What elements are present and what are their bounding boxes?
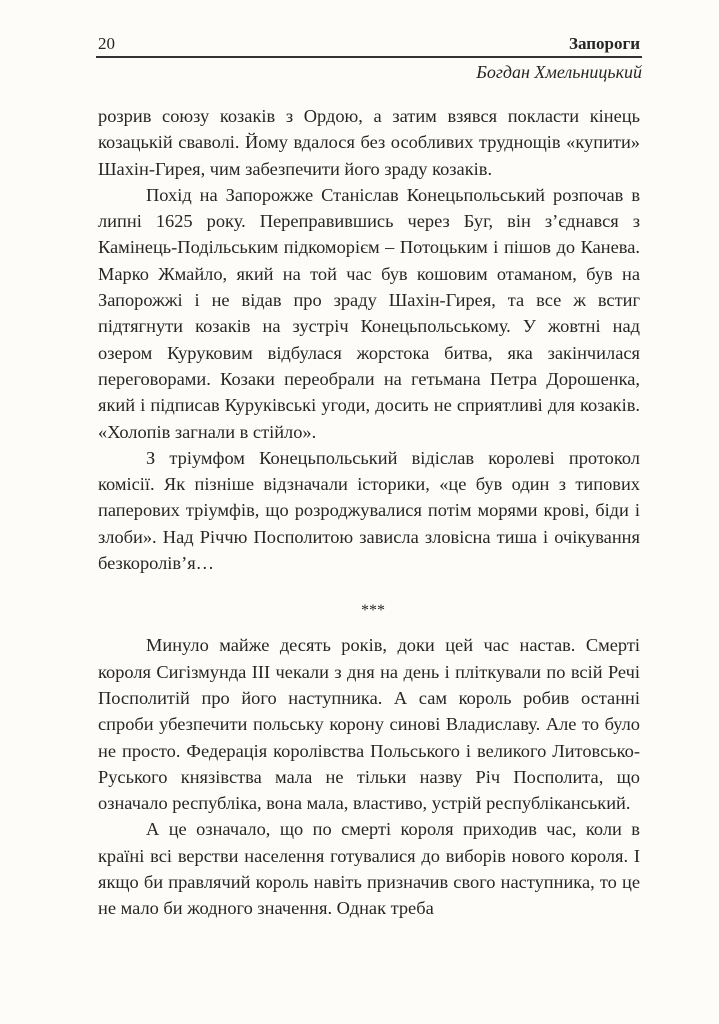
paragraph: Минуло майже десять років, доки цей час настав. Смерті короля Сигізмунда III чекали з дня на день і пліткували по всій Речі Посполитій про його наступника. А сам король робив останні спроби убезпечити польську корону синові Владиславу. Але то було не просто. Федерація королівства Польського і великого Литовсько-Руського князівства мала не тільки назву Річ Посполита, що означало республіка, вона мала, властиво, устрій республіканський.: [98, 635, 640, 814]
running-subtitle: Богдан Хмельницький: [476, 62, 642, 82]
paragraph: А це означало, що по смерті короля приходив час, коли в країні всі верстви населення готувалися до виборів нового короля. І якщо би правлячий король навіть призначив свого наступника, то це не мало би жодного значення. Однак треба: [98, 819, 640, 919]
body-text: [98, 103, 640, 922]
paragraph: З тріумфом Конецьпольський відіслав королеві протокол комісії. Як пізніше відзначали історики, «це був один з типових паперових тріумфів, що розроджувалися потім морями крові, біди і злоби». Над Річчю Посполитою зависла зловісна тиша і очікування безкоролів’я…: [98, 447, 640, 574]
paragraph: Похід на Запорожже Станіслав Конецьпольський розпочав в липні 1625 року. Переправившись через Буг, він з’єднався з Камінець-Подільським підкоморієм – Потоцьким і пішов до Канева. Марко Жмайло, який на той час був кошовим отаманом, був на Запорожжі і не відав про зраду Шахін-Гирея, та все ж встиг підтягнути козаків на зустріч Конецьпольському. У жовтні над озером Куруковим відбулася жорстока битва, яка закінчилася переговорами. Козаки переобрали на гетьмана Петра Дорошенка, який і підписав Куруківські угоди, досить не сприятливі для козаків. «Холопів загнали в стійло».: [98, 184, 640, 442]
paragraph: розрив союзу козаків з Ордою, а затим взявся покласти кінець козацькій сваволі. Йому вдалося без особливих труднощів «купити» Шахін-Гирея, чим забезпечити його зраду козаків.: [98, 106, 640, 179]
section-separator: ***: [361, 602, 385, 620]
section-title: Запороги: [568, 34, 640, 53]
header-rule: [96, 56, 642, 58]
page-number: 20: [98, 34, 115, 53]
